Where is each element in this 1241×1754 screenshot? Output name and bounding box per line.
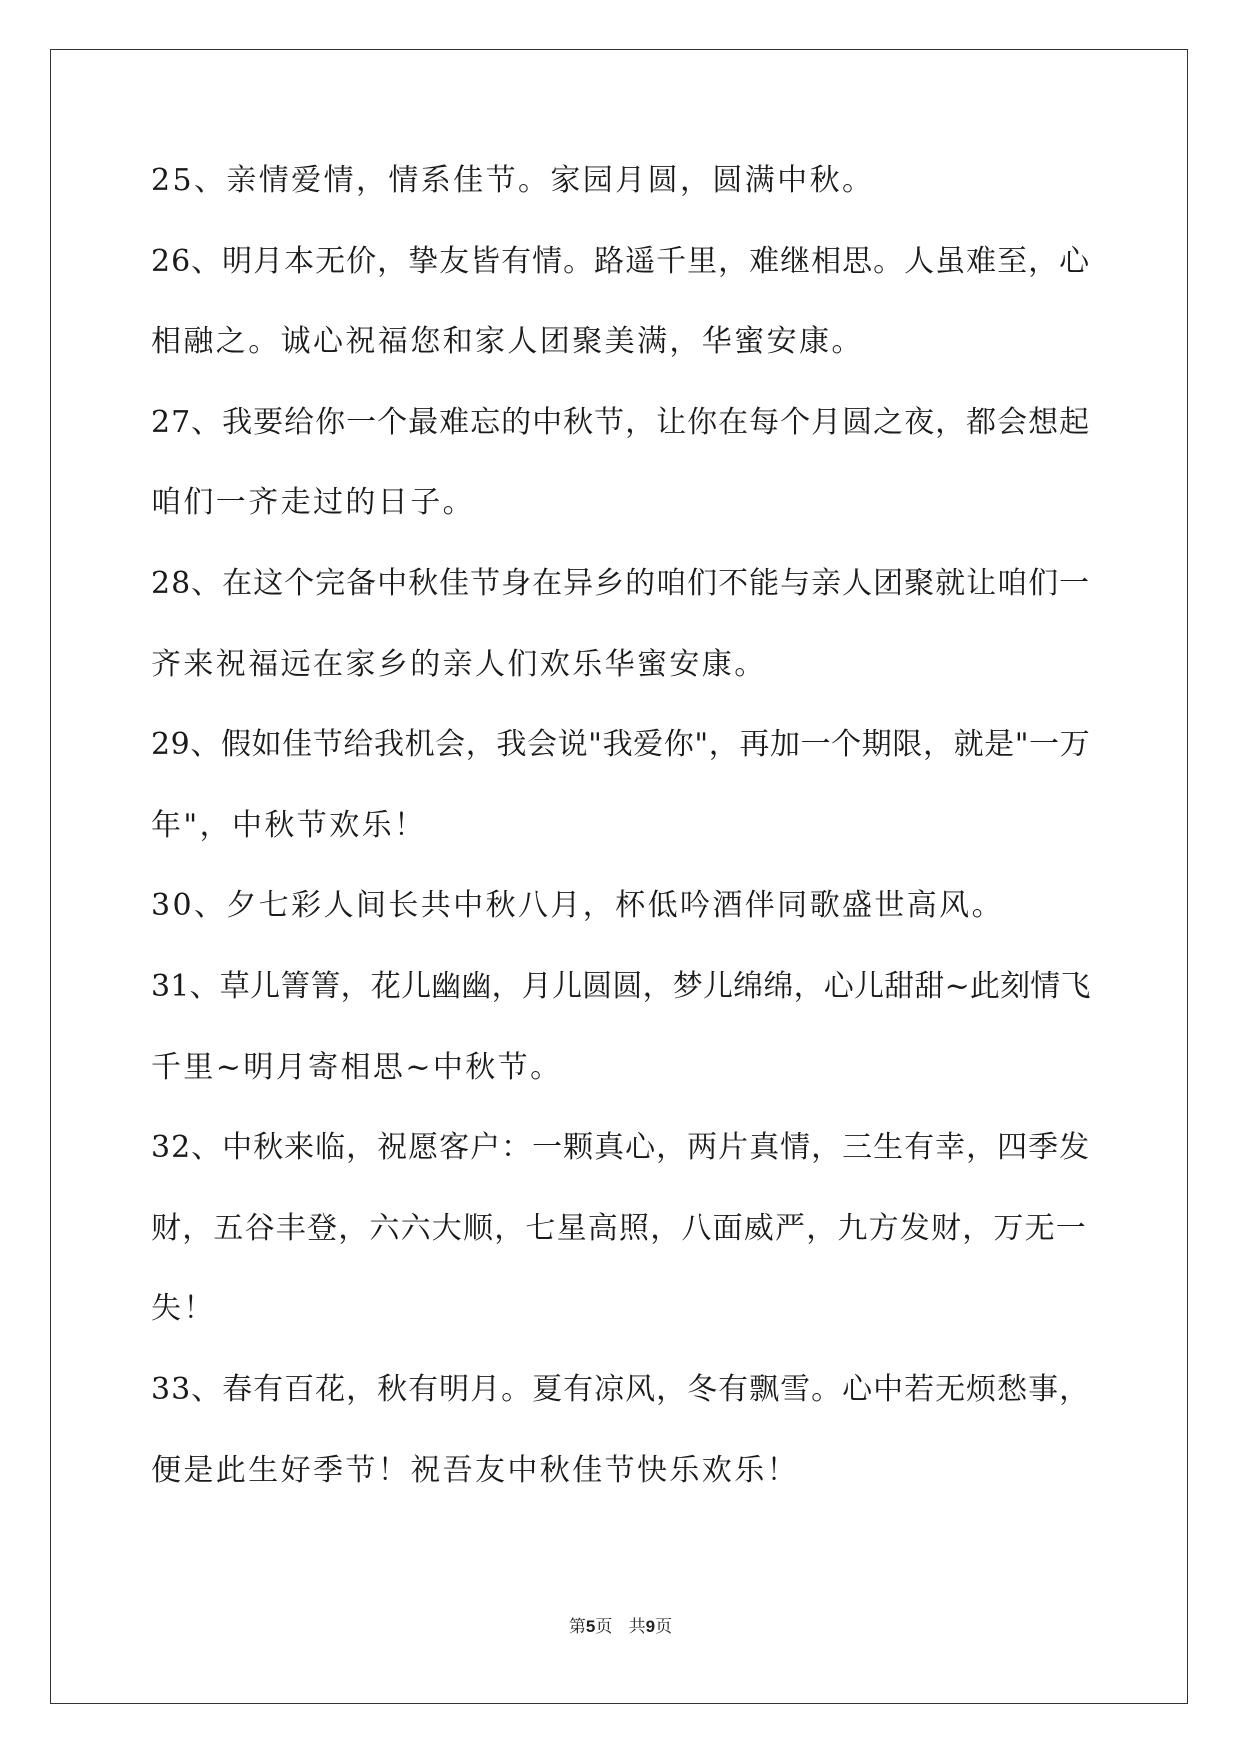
page-footer — [0, 1612, 1241, 1637]
text-line: 咱们一齐走过的日子。 — [151, 485, 475, 521]
text-line: 失！ — [151, 1291, 216, 1327]
text-line: 便是此生好季节！祝吾友中秋佳节快乐欢乐！ — [151, 1452, 799, 1488]
text-line: 31、草儿箐箐，花儿幽幽，月儿圆圆，梦儿绵绵，心儿甜甜~此刻情飞 — [151, 968, 1091, 1004]
total-page-count: 9 — [645, 1617, 656, 1636]
text-line: 33、春有百花，秋有明月。夏有凉风，冬有飘雪。心中若无烦愁事， — [151, 1371, 1091, 1407]
text-line: 相融之。诚心祝福您和家人团聚美满，华蜜安康。 — [151, 324, 864, 360]
text-line: 年"，中秋节欢乐！ — [151, 807, 427, 843]
footer-suffix: 页 — [655, 1617, 673, 1637]
text-line: 财，五谷丰登，六六大顺，七星高照，八面威严，九方发财，万无一 — [151, 1210, 1087, 1246]
footer-middle: 页 共 — [595, 1617, 646, 1637]
text-line: 25、亲情爱情，情系佳节。家园月圆，圆满中秋。 — [151, 163, 875, 198]
footer-prefix: 第 — [568, 1617, 586, 1637]
document-body — [151, 163, 1091, 1533]
text-line: 千里~明月寄相思~中秋节。 — [151, 1049, 563, 1085]
text-line: 27、我要给你一个最难忘的中秋节，让你在每个月圆之夜，都会想起 — [151, 404, 1091, 440]
current-page-number: 5 — [585, 1617, 596, 1636]
text-line: 32、中秋来临，祝愿客户：一颗真心，两片真情，三生有幸，四季发 — [151, 1130, 1091, 1166]
text-line: 28、在这个完备中秋佳节身在异乡的咱们不能与亲人团聚就让咱们一 — [151, 565, 1091, 601]
text-line: 26、明月本无价，挚友皆有情。路遥千里，难继相思。人虽难至，心 — [151, 243, 1091, 279]
text-line: 29、假如佳节给我机会，我会说"我爱你"，再加一个期限，就是"一万 — [151, 727, 1091, 763]
text-line: 齐来祝福远在家乡的亲人们欢乐华蜜安康。 — [151, 646, 767, 682]
text-line: 30、夕七彩人间长共中秋八月，杯低吟酒伴同歌盛世高风。 — [151, 888, 1004, 924]
